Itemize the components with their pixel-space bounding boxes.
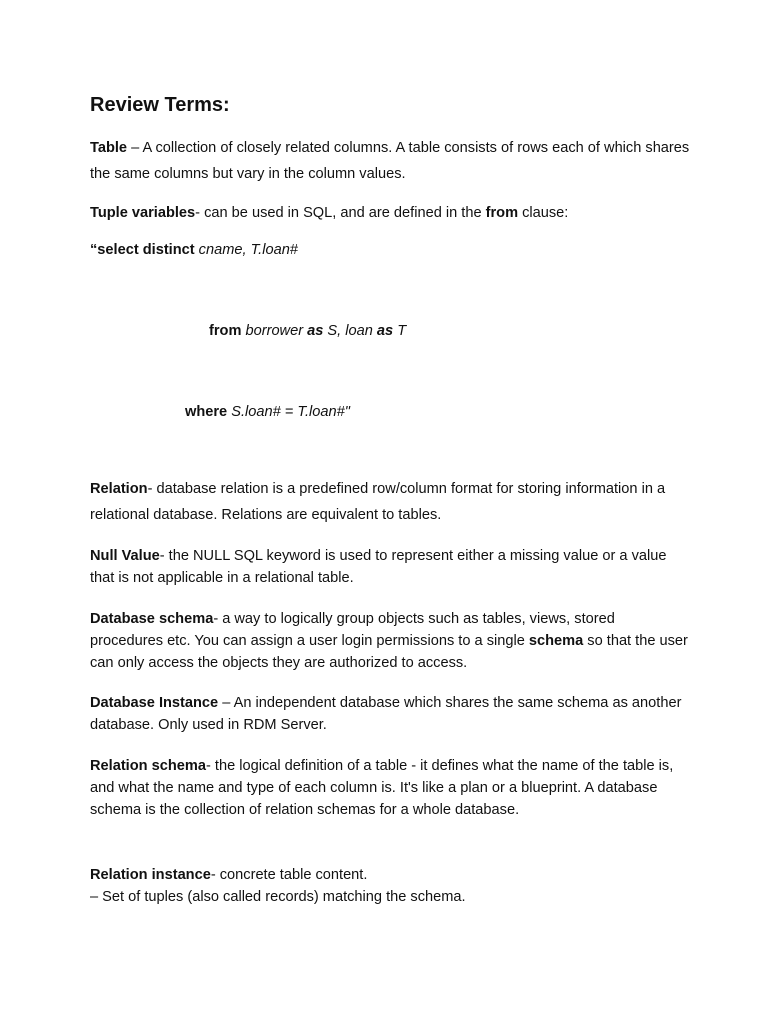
term-database-instance: Database Instance bbox=[90, 695, 219, 711]
relation-definition bbox=[90, 476, 690, 528]
sql-as-keyword-1: as bbox=[307, 323, 324, 339]
table-definition bbox=[90, 135, 690, 187]
relation-instance-definition bbox=[90, 864, 690, 908]
keyword-from: from bbox=[485, 205, 519, 221]
relation-definition-text: - database relation is a predefined row/column format for storing information in a relational database. Relations are equivalent to tables. bbox=[90, 481, 666, 523]
tuple-text-after: clause: bbox=[518, 205, 569, 221]
sql-select-columns: cname, T.loan# bbox=[194, 242, 298, 258]
term-relation-schema: Relation schema bbox=[90, 758, 206, 774]
table-definition-text: – A collection of closely related columns. A table consists of rows each of which shares the same columns but vary in the column values. bbox=[90, 140, 690, 182]
sql-select-keyword: “select distinct bbox=[90, 242, 195, 258]
schema-text-after: so that the user can only access the objects they are authorized to access. bbox=[90, 633, 688, 671]
database-instance-definition-text: – An independent database which shares the same schema as another database. Only used in RDM Server. bbox=[90, 695, 682, 733]
term-null-value: Null Value bbox=[90, 548, 160, 564]
null-value-definition-text: - the NULL SQL keyword is used to represent either a missing value or a value that is not applicable in a relational table. bbox=[90, 548, 667, 586]
sql-where-line bbox=[185, 402, 350, 422]
relation-schema-definition-text: - the logical definition of a table - it defines what the name of the table is, and what the name and type of each column is. It's like a plan or a blueprint. A database schema is the collection of relation schemas for a whole database. bbox=[90, 758, 674, 818]
relation-instance-definition-text: - concrete table content. bbox=[210, 867, 368, 883]
relation-instance-line-2: – Set of tuples (also called records) matching the schema. bbox=[90, 889, 466, 905]
term-relation: Relation bbox=[90, 481, 148, 497]
relation-schema-definition bbox=[90, 755, 690, 821]
sql-from-borrower: borrower bbox=[241, 323, 308, 339]
sql-from-alias-t: T bbox=[393, 323, 407, 339]
database-schema-definition bbox=[90, 608, 690, 674]
sql-from-keyword: from bbox=[209, 323, 242, 339]
sql-where-condition: S.loan# = T.loan#" bbox=[227, 404, 350, 420]
sql-select-line bbox=[90, 240, 298, 260]
page-title: Review Terms: bbox=[90, 94, 230, 116]
sql-from-line bbox=[209, 321, 406, 341]
keyword-schema: schema bbox=[528, 633, 584, 649]
tuple-text-before: - can be used in SQL, and are defined in the bbox=[195, 205, 486, 221]
database-instance-definition bbox=[90, 692, 690, 736]
term-table: Table bbox=[90, 140, 128, 156]
term-relation-instance: Relation instance bbox=[90, 867, 211, 883]
null-value-definition bbox=[90, 545, 690, 589]
relation-instance-line-1 bbox=[90, 864, 690, 886]
schema-text-before: - a way to logically group objects such as tables, views, stored procedures etc. You can assign a user login permissions to a single bbox=[90, 611, 615, 649]
tuple-variables-definition bbox=[90, 200, 690, 226]
sql-from-loan: S, loan bbox=[323, 323, 377, 339]
term-tuple-variables: Tuple variables bbox=[90, 205, 196, 221]
sql-as-keyword-2: as bbox=[376, 323, 394, 339]
sql-where-keyword: where bbox=[185, 404, 228, 420]
term-database-schema: Database schema bbox=[90, 611, 214, 627]
